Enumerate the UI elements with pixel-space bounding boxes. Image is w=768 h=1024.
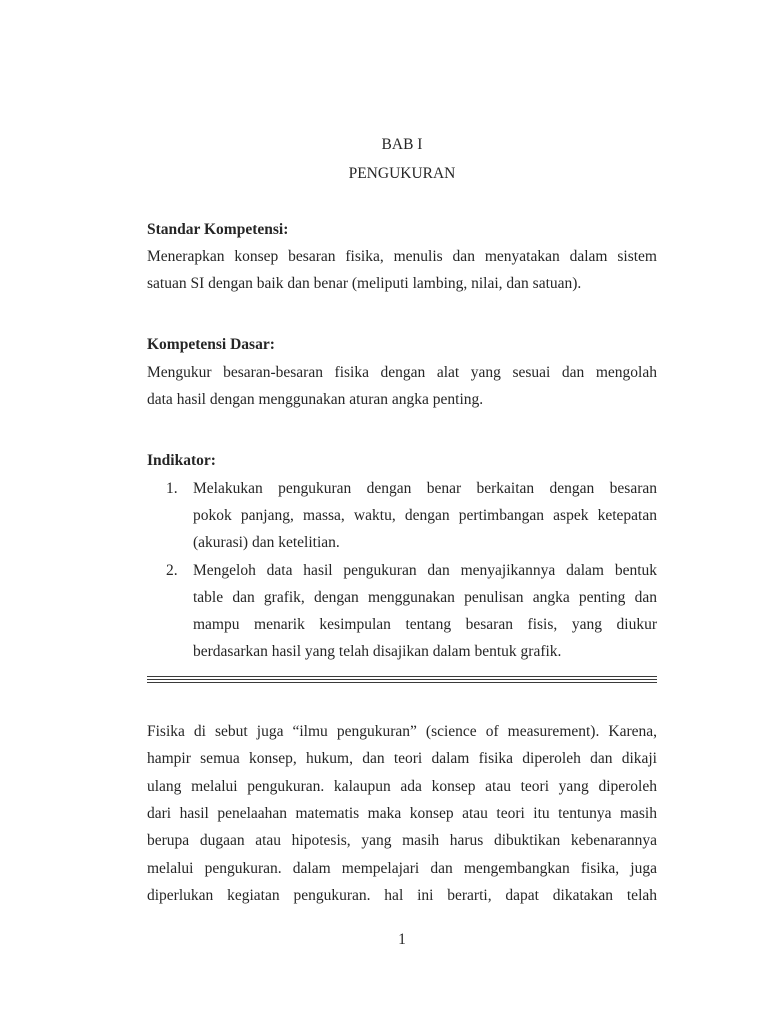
body-line: dari hasil penelaahan matematis maka konsep atau teori itu tentunya masih: [147, 805, 657, 822]
body-line: berupa dugaan atau hipotesis, yang masih harus dibuktikan kebenarannya: [147, 832, 657, 849]
indikator-item-line: mampu menarik kesimpulan tentang besaran fisis, yang diukur: [193, 616, 657, 633]
body-line: hampir semua konsep, hukum, dan teori dalam fisika diperoleh dan dikaji: [147, 750, 657, 767]
indikator-heading: Indikator:: [147, 452, 216, 469]
separator-rule: [147, 682, 657, 683]
indikator-item-line: table dan grafik, dengan menggunakan penulisan angka penting dan: [193, 589, 657, 606]
list-item-number: 1.: [166, 480, 178, 497]
separator-rule: [147, 679, 657, 680]
indikator-item-line: Mengeloh data hasil pengukuran dan menyajikannya dalam bentuk: [193, 562, 657, 579]
body-line: diperlukan kegiatan pengukuran. hal ini berarti, dapat dikatakan telah: [147, 887, 657, 904]
chapter-title: PENGUKURAN: [348, 165, 456, 182]
indikator-item-line: (akurasi) dan ketelitian.: [193, 534, 340, 551]
body-line: ulang melalui pengukuran. kalaupun ada konsep atau teori yang diperoleh: [147, 778, 657, 795]
body-line: melalui pengukuran. dalam mempelajari dan mengembangkan fisika, juga: [147, 860, 657, 877]
page-number: 1: [398, 931, 406, 948]
indikator-item-line: berdasarkan hasil yang telah disajikan dalam bentuk grafik.: [193, 643, 562, 660]
indikator-item-line: pokok panjang, massa, waktu, dengan pertimbangan aspek ketepatan: [193, 507, 657, 524]
kompetensi-dasar-line: Mengukur besaran-besaran fisika dengan alat yang sesuai dan mengolah: [147, 364, 657, 381]
list-item-number: 2.: [166, 562, 178, 579]
standar-kompetensi-line: Menerapkan konsep besaran fisika, menulis dan menyatakan dalam sistem: [147, 248, 657, 265]
chapter-label: BAB I: [381, 136, 423, 153]
body-line: Fisika di sebut juga “ilmu pengukuran” (science of measurement). Karena,: [147, 723, 657, 740]
separator-rule: [147, 676, 657, 677]
kompetensi-dasar-line: data hasil dengan menggunakan aturan angka penting.: [147, 391, 484, 408]
standar-kompetensi-heading: Standar Kompetensi:: [147, 221, 289, 238]
kompetensi-dasar-heading: Kompetensi Dasar:: [147, 336, 275, 353]
indikator-item-line: Melakukan pengukuran dengan benar berkaitan dengan besaran: [193, 480, 657, 497]
standar-kompetensi-line: satuan SI dengan baik dan benar (meliputi lambing, nilai, dan satuan).: [147, 275, 582, 292]
